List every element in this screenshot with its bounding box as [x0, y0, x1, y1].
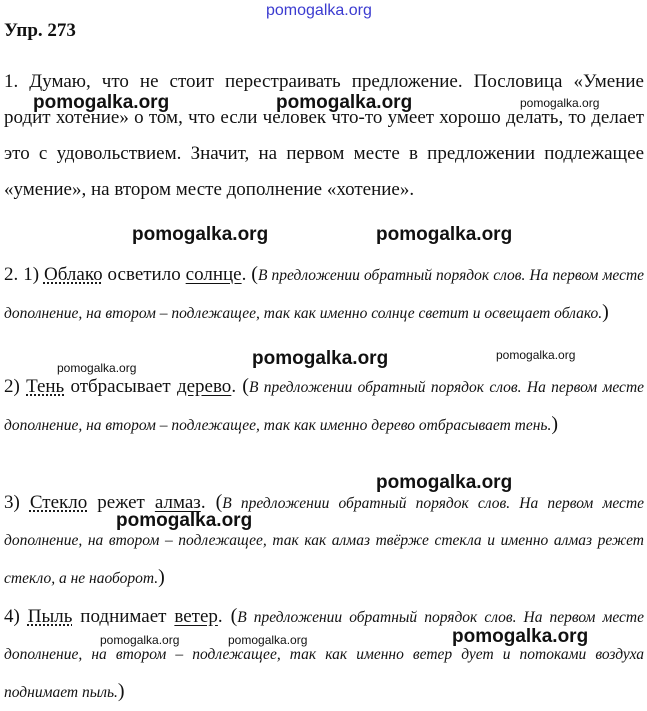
period: . — [217, 606, 231, 627]
sentence-3 — [4, 484, 644, 597]
watermark: pomogalka.org — [452, 626, 589, 647]
object-word: Облако — [43, 264, 103, 285]
sentence-1 — [4, 256, 644, 332]
watermark: pomogalka.org — [228, 633, 308, 647]
paren-open: ( — [251, 263, 258, 285]
object-word: Тень — [26, 376, 65, 397]
sentence-number: 2. 1) — [4, 264, 44, 285]
subject-word: алмаз — [154, 492, 201, 513]
sentence-number: 4) — [4, 606, 28, 627]
paren-close: ) — [602, 301, 609, 323]
sentence-2 — [4, 368, 644, 444]
subject-word: ветер — [174, 606, 218, 627]
paren-close: ) — [551, 413, 559, 435]
subject-word: солнце — [185, 264, 242, 285]
paragraph-1: 1. Думаю, что не стоит перестраивать предложение. Пословица «Умение родит хотение» о том, что если человек что-то умеет хорошо делать, то делает это с удовольствием. Значит, на первом месте в предложении подлежащее «умение», на втором месте дополнение «хотение». — [4, 71, 644, 200]
explanation-note: В предложении обратный порядок слов. На первом месте дополнение, на втором – подлежащее, так как алмаз твёрже стекла и именно алмаз режет стекло, а не наоборот. — [4, 495, 645, 587]
period: . — [231, 376, 243, 397]
watermark: pomogalka.org — [276, 92, 413, 113]
watermark: pomogalka.org — [266, 2, 372, 19]
watermark: pomogalka.org — [57, 361, 137, 375]
object-word: Пыль — [27, 606, 73, 627]
predicate-word: отбрасывает — [70, 376, 171, 397]
sentence-number: 3) — [4, 492, 30, 513]
exercise-title: Упр. 273 — [4, 20, 76, 41]
explanation-note: В предложении обратный порядок слов. На первом месте дополнение, на втором – подлежащее, так как именно ветер дует и потоками воздуха поднимает пыль. — [4, 609, 645, 701]
paren-close: ) — [117, 680, 125, 702]
explanation-note: В предложении обратный порядок слов. На первом месте дополнение, на втором – подлежащее, так как именно солнце светит и освещает облако. — [4, 267, 645, 322]
watermark: pomogalka.org — [252, 348, 389, 369]
watermark: pomogalka.org — [496, 348, 576, 362]
watermark: pomogalka.org — [33, 92, 170, 113]
watermark: pomogalka.org — [100, 633, 180, 647]
watermark: pomogalka.org — [116, 510, 253, 531]
paren-open: ( — [215, 491, 223, 513]
period: . — [200, 492, 216, 513]
watermark: pomogalka.org — [376, 224, 513, 245]
watermark: pomogalka.org — [520, 96, 600, 110]
paren-close: ) — [158, 566, 165, 588]
predicate-word: режет — [97, 492, 145, 513]
predicate-word: поднимает — [80, 606, 167, 627]
subject-word: дерево — [176, 376, 232, 397]
watermark: pomogalka.org — [376, 472, 513, 493]
period: . — [241, 264, 252, 285]
sentence-4 — [4, 598, 644, 711]
paren-open: ( — [242, 375, 249, 397]
object-word: Стекло — [29, 492, 88, 513]
watermark: pomogalka.org — [132, 224, 269, 245]
explanation-note: В предложении обратный порядок слов. На первом месте дополнение, на втором – подлежащее, так как именно дерево отбрасывает тень. — [4, 379, 645, 434]
paren-open: ( — [230, 605, 238, 627]
predicate-word: осветило — [107, 264, 181, 285]
sentence-number: 2) — [4, 376, 27, 397]
